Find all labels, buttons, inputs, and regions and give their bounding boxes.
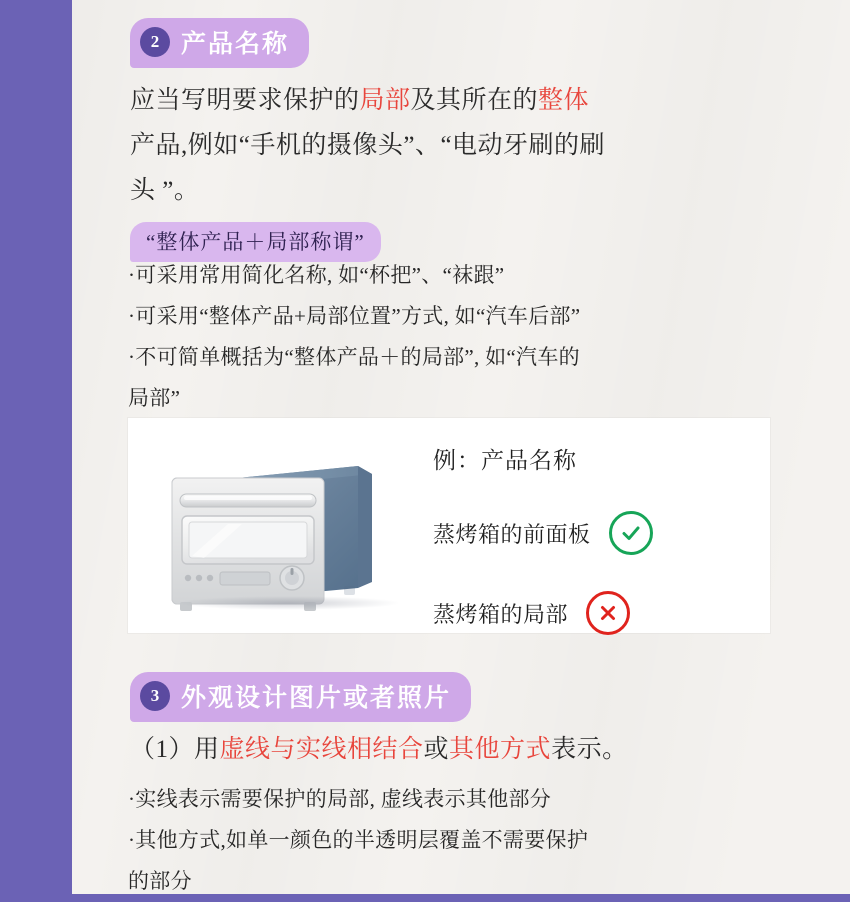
example-row-incorrect — [433, 591, 733, 635]
section-3-bullets — [128, 779, 818, 902]
cross-icon — [586, 591, 630, 635]
section-2-tag: “整体产品＋局部称谓” — [130, 222, 381, 262]
section-2-header — [130, 18, 309, 68]
bullet-item: ·可采用“整体产品+局部位置”方式, 如“汽车后部” — [128, 304, 581, 328]
paragraph-line-1: 应当写明要求保护的局部及其所在的整体 — [130, 87, 590, 114]
bullet-item: 的部分 — [128, 869, 192, 893]
section-3-header — [130, 672, 471, 722]
example-row-label: 蒸烤箱的局部 — [433, 601, 569, 627]
paragraph-line-2: 产品,例如“手机的摄像头”、“电动牙刷的刷 — [130, 132, 606, 159]
section-2-bullets — [128, 255, 808, 419]
section-3-pill — [130, 672, 471, 722]
oven-shadow — [176, 596, 401, 610]
steam-oven-illustration — [158, 446, 418, 621]
example-row-label: 蒸烤箱的前面板 — [433, 521, 591, 547]
section-3-number: 3 — [140, 681, 170, 711]
bullet-item: ·实线表示需要保护的局部, 虚线表示其他部分 — [128, 787, 552, 811]
section-2-pill — [130, 18, 309, 68]
highlight-other-ways: 其他方式 — [449, 736, 552, 763]
oven-svg — [158, 446, 418, 621]
example-card-text — [433, 442, 733, 635]
section-2-paragraph — [130, 78, 780, 213]
highlight-local: 局部 — [359, 87, 411, 114]
bullet-item: ·不可简单概括为“整体产品＋的局部”, 如“汽车的 — [128, 345, 580, 369]
bullet-item: ·可采用常用简化名称, 如“杯把”、“袜跟” — [128, 263, 505, 287]
section-2-title: 产品名称 — [181, 30, 290, 58]
section-3-title: 外观设计图片或者照片 — [181, 684, 452, 712]
bullet-item: 局部” — [128, 386, 181, 410]
paragraph-line-1: （1）用虚线与实线相结合或其他方式表示。 — [130, 736, 628, 763]
section-2-number: 2 — [140, 27, 170, 57]
article-paper — [72, 0, 850, 894]
example-card — [128, 418, 770, 633]
paragraph-line-3: 头 ”。 — [130, 177, 200, 204]
example-card-title: 例：产品名称 — [433, 448, 577, 473]
highlight-whole: 整体 — [538, 87, 590, 114]
check-icon — [609, 511, 653, 555]
bullet-item: ·其他方式,如单一颜色的半透明层覆盖不需要保护 — [128, 828, 589, 852]
section-3-paragraph — [130, 727, 820, 772]
example-row-correct — [433, 511, 733, 555]
highlight-dashed-solid: 虚线与实线相结合 — [219, 736, 424, 763]
